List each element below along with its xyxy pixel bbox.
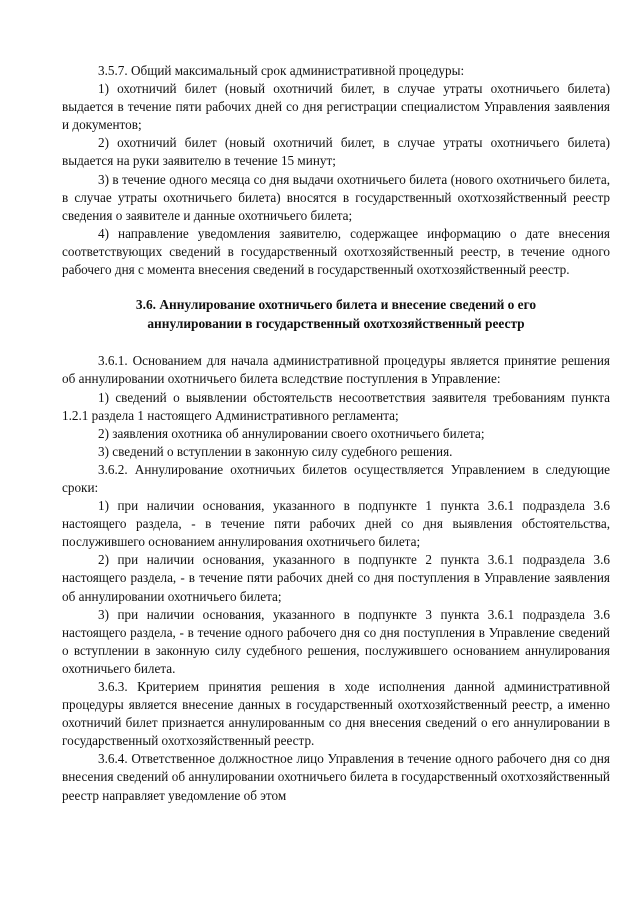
- paragraph-3-6-1-item-1: 1) сведений о выявлении обстоятельств несоответствия заявителя требованиям пункта 1.2.1 раздела 1 настоящего Административного регламента;: [62, 389, 610, 423]
- paragraph-3-6-2-item-2: 2) при наличии основания, указанного в подпункте 2 пункта 3.6.1 подраздела 3.6 настоящего раздела, - в течение пяти рабочих дней со дня поступления в Управление заявления об аннулировании охотничьего билета;: [62, 552, 610, 604]
- section-3-6-heading: [62, 296, 610, 333]
- paragraph-3-6-3: 3.6.3. Критерием принятия решения в ходе исполнения данной административной процедуры является внесение данных в государственный охотхозяйственный реестр, а именно охотничий билет признается аннулированным со дня внесения сведений о его аннулировании в государственный охотхозяйственный реестр.: [62, 679, 610, 749]
- paragraph-3-5-7-title: 3.5.7. Общий максимальный срок административной процедуры:: [98, 63, 465, 78]
- paragraph-3-5-7-item-1: 1) охотничий билет (новый охотничий билет, в случае утраты охотничьего билета) выдается в течение пяти рабочих дней со дня регистрации специалистом Управления заявления и документов;: [62, 81, 610, 133]
- paragraph-3-6-2: 3.6.2. Аннулирование охотничьих билетов осуществляется Управлением в следующие сроки:: [62, 461, 610, 495]
- paragraph-3-6-4: 3.6.4. Ответственное должностное лицо Управления в течение одного рабочего дня со дня внесения сведений об аннулировании охотничьего билета в государственный охотхозяйственный реестр направляет уведомление об этом: [62, 751, 610, 803]
- paragraph-3-6-1-item-3: 3) сведений о вступлении в законную силу судебного решения.: [98, 443, 453, 459]
- paragraph-3-6-1-item-2: 2) заявления охотника об аннулировании своего охотничьего билета;: [98, 425, 485, 441]
- paragraph-3-6-2-item-1: 1) при наличии основания, указанного в подпункте 1 пункта 3.6.1 подраздела 3.6 настоящего раздела, - в течение пяти рабочих дней со дня выявления обстоятельства, послужившего основанием аннулирования охотничьего билета;: [62, 498, 610, 550]
- document-page: [62, 62, 610, 805]
- paragraph-3-5-7-item-2: 2) охотничий билет (новый охотничий билет, в случае утраты охотничьего билета) выдается на руки заявителю в течение 15 минут;: [62, 135, 610, 169]
- paragraph-3-6-2-item-3: 3) при наличии основания, указанного в подпункте 3 пункта 3.6.1 подраздела 3.6 настоящего раздела, - в течение одного рабочего дня со дня поступления в Управление сведений о вступлении в законную силу судебного решения, послужившего основанием аннулирования охотничьего билета.: [62, 606, 610, 676]
- paragraph-3-5-7-item-3: 3) в течение одного месяца со дня выдачи охотничьего билета (нового охотничьего билета, в случае утраты охотничьего билета) вносятся в государственный охотхозяйственный реестр сведения о заявителе и данные охотничьего билета;: [62, 171, 610, 223]
- section-3-6-heading-line-1: 3.6. Аннулирование охотничьего билета и внесение сведений о его: [135, 297, 537, 313]
- paragraph-3-5-7-item-4: 4) направление уведомления заявителю, содержащее информацию о дате внесения соответствующих сведений в государственный охотхозяйственный реестр, в течение одного рабочего дня с момента внесения сведений в государственный охотхозяйственный реестр.: [62, 225, 610, 278]
- paragraph-3-6-1: 3.6.1. Основанием для начала административной процедуры является принятие решения об аннулировании охотничьего билета вследствие поступления в Управление:: [62, 353, 610, 387]
- section-3-6-heading-line-2: аннулировании в государственный охотхозяйственный реестр: [147, 315, 525, 331]
